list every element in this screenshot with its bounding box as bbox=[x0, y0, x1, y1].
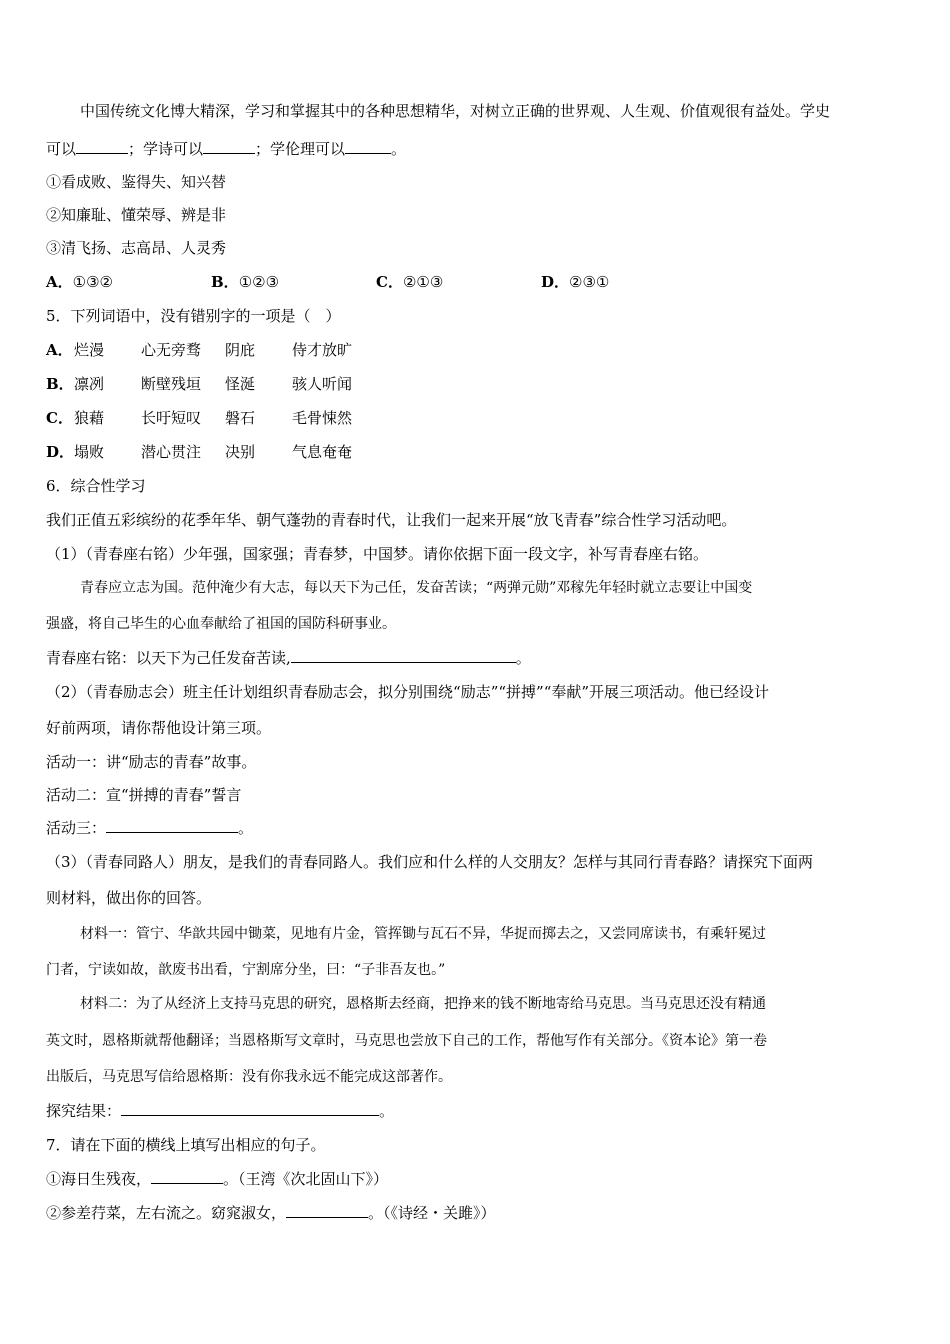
q4-blank-2[interactable] bbox=[203, 139, 255, 154]
q6-part1-answer-label: 青春座右铭：以天下为己任发奋苦读, bbox=[46, 649, 291, 667]
q4-stem-line1: 中国传统文化博大精深，学习和掌握其中的各种思想精华，对树立正确的世界观、人生观、价值观很有益处。学史 bbox=[80, 102, 831, 120]
q4-option-b[interactable]: B．①②③ bbox=[211, 273, 280, 291]
q4-stem-part-a: 可以 bbox=[46, 140, 77, 158]
q6-part1-answer: 青春座右铭：以天下为己任发奋苦读, 。 bbox=[46, 649, 531, 667]
q4-item-1: ①看成败、鉴得失、知兴替 bbox=[46, 173, 227, 191]
q7-stem: 7．请在下面的横线上填写出相应的句子。 bbox=[46, 1136, 326, 1154]
q5-stem: 5．下列词语中，没有错别字的一项是（ ） bbox=[46, 307, 341, 325]
q6-part1-text-line2: 强盛，将自己毕生的心血奉献给了祖国的国防科研事业。 bbox=[46, 616, 396, 632]
q4-stem-part-c: ；学伦理可以 bbox=[255, 140, 346, 158]
q4-item-3: ③清飞扬、志高昂、人灵秀 bbox=[46, 239, 227, 257]
q6-activity-3: 活动三： 。 bbox=[46, 819, 254, 837]
q6-activity-1: 活动一：讲“励志的青春”故事。 bbox=[46, 753, 257, 771]
q7-line-2: ②参差荇菜，左右流之。窈窕淑女， 。（《诗经・关雎》） bbox=[46, 1204, 496, 1222]
q6-part2-stem-line2: 好前两项，请你帮他设计第三项。 bbox=[46, 719, 272, 737]
q5-option-a[interactable]: A．烂漫 心无旁骛 阴庇 侍才放旷 bbox=[46, 341, 353, 359]
q6-result: 探究结果： 。 bbox=[46, 1102, 395, 1120]
q6-material2-line3: 出版后，马克思写信给恩格斯：没有你我永远不能完成这部著作。 bbox=[46, 1069, 452, 1085]
q6-title: 6．综合性学习 bbox=[46, 477, 146, 495]
q4-stem-part-b: ；学诗可以 bbox=[128, 140, 204, 158]
q4-blank-1[interactable] bbox=[76, 139, 128, 154]
q6-part1-text-line1: 青春应立志为国。范仲淹少有大志，每以天下为己任，发奋苦读；“两弹元勋”邓稼先年轻时就立志要让中国变 bbox=[80, 580, 753, 596]
q7-line-1: ①海日生残夜， 。（王湾《次北固山下》） bbox=[46, 1170, 389, 1188]
q6-activity-3-label: 活动三： bbox=[46, 819, 107, 837]
q6-part1-stem: （1）（青春座右铭）少年强，国家强；青春梦，中国梦。请你依据下面一段文字，补写青春座右铭。 bbox=[46, 545, 709, 563]
q6-result-blank[interactable] bbox=[121, 1101, 379, 1116]
q4-item-2: ②知廉耻、懂荣辱、辨是非 bbox=[46, 206, 227, 224]
q4-option-c[interactable]: C．②①③ bbox=[376, 273, 444, 291]
q5-option-b[interactable]: B．凛冽 断壁残垣 怪涎 骇人听闻 bbox=[46, 375, 353, 393]
q6-material2-line1: 材料二：为了从经济上支持马克思的研究，恩格斯去经商，把挣来的钱不断地寄给马克思。当马克思还没有精通 bbox=[80, 996, 766, 1012]
q4-stem-part-d: 。 bbox=[391, 140, 407, 158]
q7-blank-1[interactable] bbox=[151, 1169, 223, 1184]
q4-options bbox=[46, 272, 906, 292]
q4-blank-3[interactable] bbox=[345, 139, 391, 154]
q6-part1-blank[interactable] bbox=[291, 648, 516, 663]
q6-part3-stem-line2: 则材料，做出你的回答。 bbox=[46, 889, 212, 907]
q6-material1-line1: 材料一：管宁、华歆共园中锄菜，见地有片金，管挥锄与瓦石不异，华捉而掷去之，又尝同席读书，有乘轩冕过 bbox=[80, 926, 766, 942]
q4-option-a[interactable]: A．①③② bbox=[46, 273, 113, 291]
q7-blank-2[interactable] bbox=[286, 1203, 368, 1218]
q4-option-d[interactable]: D．②③① bbox=[541, 273, 610, 291]
q6-material2-line2: 英文时，恩格斯就帮他翻译；当恩格斯写文章时，马克思也尝放下自己的工作，帮他写作有关部分。《资本论》第一卷 bbox=[46, 1033, 767, 1049]
q6-material1-line2: 门者，宁读如故，歆废书出看，宁割席分坐，曰：“子非吾友也。” bbox=[46, 962, 446, 978]
q6-part3-stem-line1: （3）（青春同路人）朋友，是我们的青春同路人。我们应和什么样的人交朋友？怎样与其同行青春路？请探究下面两 bbox=[46, 853, 814, 871]
q6-part2-stem-line1: （2）（青春励志会）班主任计划组织青春励志会，拟分别围绕“励志”“拼搏”“奉献”开展三项活动。他已经设计 bbox=[46, 683, 770, 701]
q4-stem-line2 bbox=[46, 139, 906, 159]
q6-intro: 我们正值五彩缤纷的花季年华、朝气蓬勃的青春时代，让我们一起来开展“放飞青春”综合性学习活动吧。 bbox=[46, 511, 737, 529]
q6-activity-2: 活动二：宣“拼搏的青春”誓言 bbox=[46, 786, 242, 804]
q6-activity-3-blank[interactable] bbox=[106, 818, 238, 833]
q6-result-label: 探究结果： bbox=[46, 1102, 122, 1120]
q5-option-d[interactable]: D．塌败 潜心贯注 决别 气息奄奄 bbox=[46, 443, 353, 461]
q5-option-c[interactable]: C．狼藉 长吁短叹 磐石 毛骨悚然 bbox=[46, 409, 353, 427]
